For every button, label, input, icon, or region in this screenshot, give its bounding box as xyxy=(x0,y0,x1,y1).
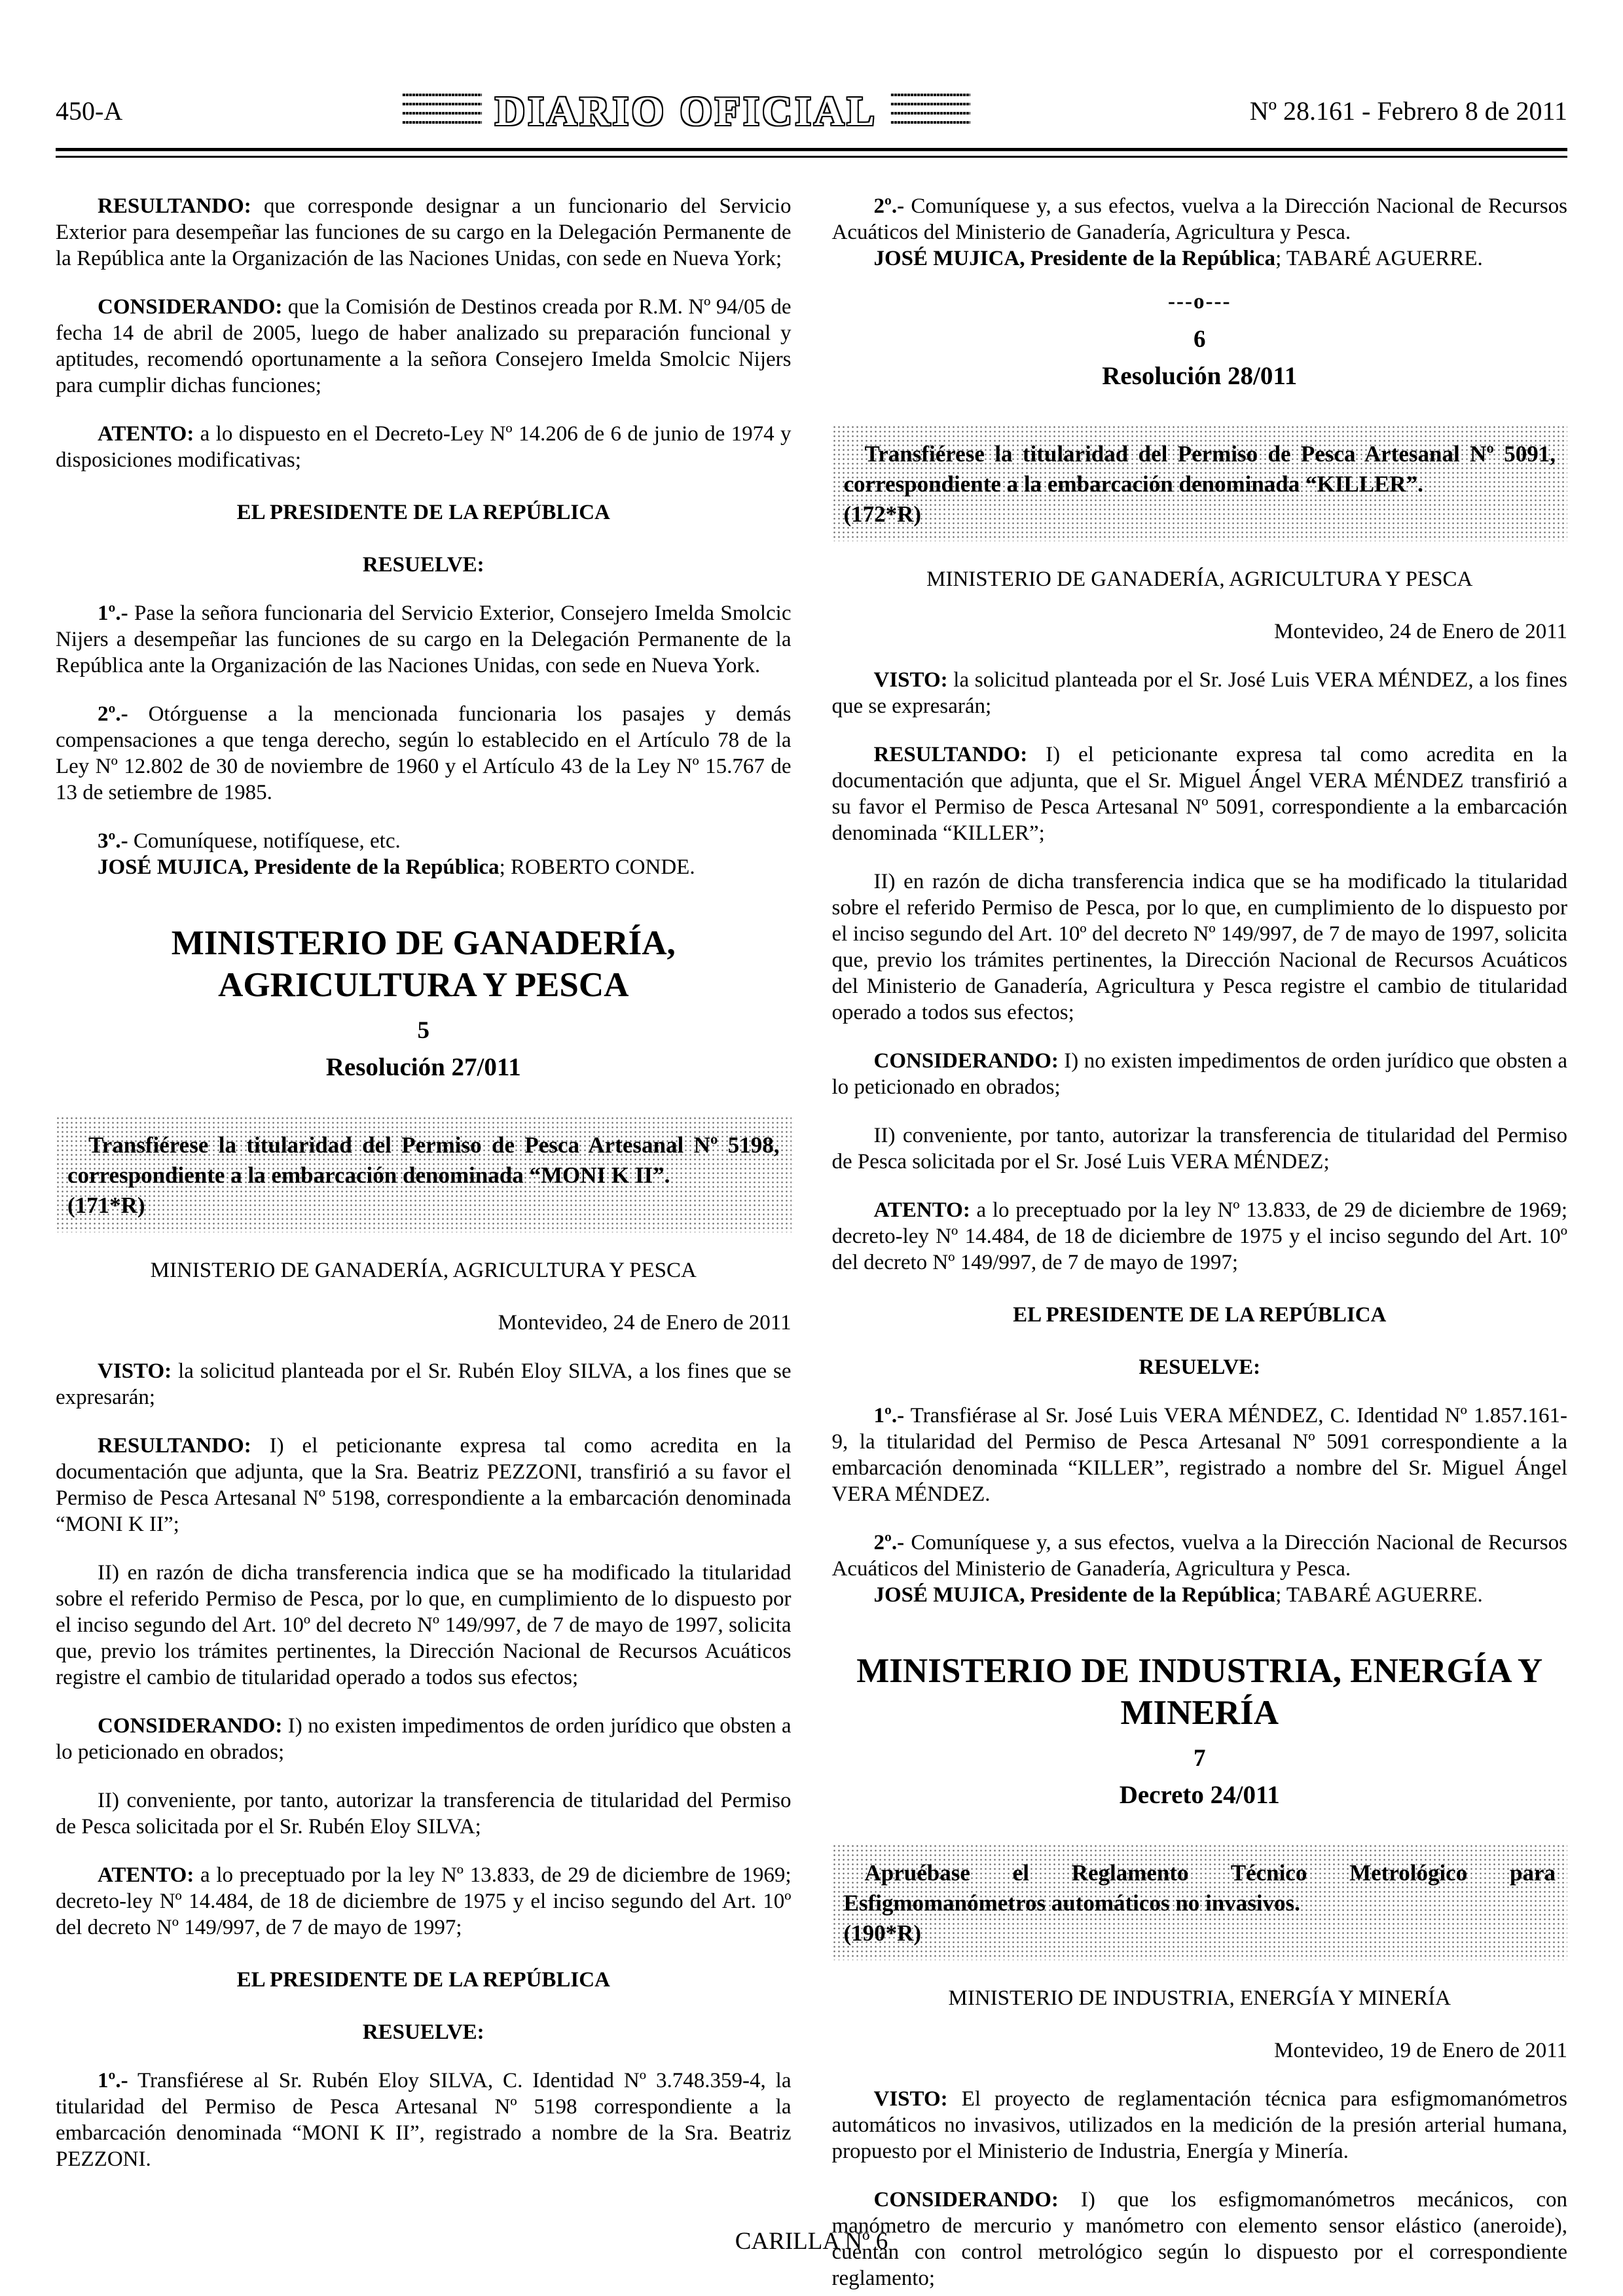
paragraph xyxy=(832,1403,1568,1507)
signature-line xyxy=(832,1582,1568,1608)
shaded-notice xyxy=(832,425,1568,541)
notice-text: Transfiérese la titularidad del Permiso de Pesca Artesanal Nº 5198, correspondiente a la embarcación denominada “MONI K II”. xyxy=(67,1132,780,1188)
paragraph-lead: 1º.- xyxy=(98,2069,128,2092)
right-column xyxy=(832,171,1568,2291)
paragraph xyxy=(56,1433,792,1537)
paragraph-text: Transfiérese al Sr. Rubén Eloy SILVA, C. Identidad Nº 3.748.359-4, la titularidad del Permiso de Pesca Artesanal Nº 5198 correspondiente a la embarcación denominada “MONI K II”, registrado a nombre de la Sra. Beatriz PEZZONI. xyxy=(56,2069,792,2171)
paragraph-text: Comuníquese, notifíquese, etc. xyxy=(128,829,401,853)
date-line: Montevideo, 24 de Enero de 2011 xyxy=(498,1311,792,1335)
paragraph xyxy=(56,1358,792,1410)
signature-line xyxy=(56,854,792,880)
paragraph-lead: 1º.- xyxy=(873,1404,905,1427)
issue-date-label: Nº 28.161 - Febrero 8 de 2011 xyxy=(1249,96,1567,126)
hatch-lines-icon xyxy=(402,94,482,129)
paragraph-text: que corresponde designar a un funcionario del Servicio Exterior para desempeñar las funciones de su cargo en la Delegación Permanente de la República ante la Organización de las Naciones Unidas, con sede en Nueva York; xyxy=(56,194,792,270)
paragraph xyxy=(832,1122,1568,1175)
left-column xyxy=(56,171,792,2291)
paragraph-text: Comuníquese y, a sus efectos, vuelva a la Dirección Nacional de Recursos Acuáticos del Ministerio de Ganadería, Agricultura y Pesca. xyxy=(831,194,1567,244)
paragraph xyxy=(56,1713,792,1765)
paragraph-text: I) que los esfigmomanómetros mecánicos, con manómetro de mercurio y manómetro con elemento sensor elástico (aneroide), cuentan con control metrológico según lo dispuesto por el correspondiente reglamento; xyxy=(831,2188,1567,2290)
page-number-label: 450-A xyxy=(56,96,123,126)
paragraph xyxy=(832,2086,1568,2164)
masthead-title: DIARIO OFICIAL xyxy=(494,88,877,134)
paragraph-text: ; TABARÉ AGUERRE. xyxy=(1275,247,1483,270)
paragraph-text: que la Comisión de Destinos creada por R.M. Nº 94/05 de fecha 14 de abril de 2005, luego de haber analizado su preparación funcional y aptitudes, recomendó oportunamente a la señora Consejero Imelda Smolcic Nijers para cumplir dichas funciones; xyxy=(56,295,792,397)
paragraph-lead: RESULTANDO: xyxy=(873,743,1028,766)
paragraph xyxy=(832,193,1568,245)
paragraph-lead: ATENTO: xyxy=(98,1863,194,1887)
paragraph-text: I) el peticionante expresa tal como acredita en la documentación que adjunta, que la Sra. Beatriz PEZZONI, transfirió a su favor el Permiso de Pesca Artesanal Nº 5198, correspondiente a la embarcación denominada “MONI K II”; xyxy=(56,1434,792,1536)
paragraph-text: I) el peticionante expresa tal como acredita en la documentación que adjunta, que el Sr. Miguel Ángel VERA MÉNDEZ transfirió a su favor el Permiso de Pesca Artesanal Nº 5091, correspondiente a la embarcación denominada “KILLER”; xyxy=(831,743,1567,845)
paragraph xyxy=(56,421,792,473)
page-header xyxy=(56,84,1567,139)
separator: ---o--- xyxy=(1168,290,1231,314)
paragraph-lead: VISTO: xyxy=(873,2087,948,2111)
item-number: 6 xyxy=(1194,326,1206,353)
paragraph xyxy=(832,1048,1568,1100)
center-bold: EL PRESIDENTE DE LA REPÚBLICA xyxy=(236,1968,610,1992)
paragraph-text: la solicitud planteada por el Sr. José Luis VERA MÉNDEZ, a los fines que se expresarán; xyxy=(831,668,1567,718)
paragraph-lead: JOSÉ MUJICA, Presidente de la República xyxy=(98,855,500,879)
paragraph-text: II) en razón de dicha transferencia indica que se ha modificado la titularidad sobre el referido Permiso de Pesca, por lo que, en cumplimiento de lo dispuesto por el inciso segundo del Art. 10º del decreto Nº 149/997, de 7 de mayo de 1997, solicita que, previo los trámites pertinentes, la Dirección Nacional de Recursos Acuáticos registre el cambio de titularidad operado a todos sus efectos; xyxy=(56,1561,792,1689)
shaded-notice xyxy=(56,1116,792,1232)
article-columns xyxy=(56,171,1567,2291)
paragraph-lead: RESULTANDO: xyxy=(98,1434,251,1458)
paragraph xyxy=(56,193,792,272)
paragraph xyxy=(56,701,792,806)
notice-ref: (190*R) xyxy=(843,1920,922,1946)
notice-text: Apruébase el Reglamento Técnico Metrológico para Esfigmomanómetros automáticos no invasivos. xyxy=(843,1860,1556,1916)
paragraph-text: Pase la señora funcionaria del Servicio Exterior, Consejero Imelda Smolcic Nijers a desempeñar las funciones de su cargo en la Delegación Permanente de la República ante la Organización de las Naciones Unidas, con sede en Nueva York. xyxy=(56,601,792,677)
paragraph xyxy=(832,667,1568,719)
paragraph xyxy=(832,1197,1568,1276)
paragraph-text: El proyecto de reglamentación técnica para esfigmomanómetros automáticos no invasivos, utilizados en la medición de la presión arterial humana, propuesto por el Ministerio de Industria, Energía y Minería. xyxy=(831,2087,1567,2163)
item-subtitle: Decreto 24/011 xyxy=(1119,1781,1280,1809)
paragraph xyxy=(56,828,792,854)
paragraph-lead: 2º.- xyxy=(98,702,128,726)
paragraph-text: II) en razón de dicha transferencia indica que se ha modificado la titularidad sobre el referido Permiso de Pesca, por lo que, en cumplimiento de lo dispuesto por el inciso segundo del Art. 10º del decreto Nº 149/997, de 7 de mayo de 1997, solicita que, previo los trámites pertinentes, la Dirección Nacional de Recursos Acuáticos del Ministerio de Ganadería, Agricultura y Pesca registre el cambio de titularidad operado a todos sus efectos; xyxy=(831,870,1567,1024)
center-line: MINISTERIO DE GANADERÍA, AGRICULTURA Y PESCA xyxy=(150,1259,697,1282)
paragraph-text: la solicitud planteada por el Sr. Rubén Eloy SILVA, a los fines que se expresarán; xyxy=(56,1359,792,1409)
notice-text: Transfiérese la titularidad del Permiso de Pesca Artesanal Nº 5091, correspondiente a la embarcación denominada “KILLER”. xyxy=(843,441,1556,497)
masthead xyxy=(402,90,970,132)
date-line: Montevideo, 19 de Enero de 2011 xyxy=(1274,2039,1567,2062)
notice-ref: (171*R) xyxy=(67,1193,145,1218)
hatch-lines-icon xyxy=(890,94,970,129)
page-footer-label: CARILLA Nº 6 xyxy=(735,2228,888,2255)
notice-ref: (172*R) xyxy=(843,501,922,527)
paragraph xyxy=(56,1862,792,1941)
paragraph xyxy=(56,600,792,679)
center-line: MINISTERIO DE GANADERÍA, AGRICULTURA Y PESCA xyxy=(926,567,1473,591)
center-bold: RESUELVE: xyxy=(1139,1355,1261,1379)
paragraph-lead: JOSÉ MUJICA, Presidente de la República xyxy=(873,1583,1276,1607)
paragraph-text: a lo dispuesto en el Decreto-Ley Nº 14.206 de 6 de junio de 1974 y disposiciones modificativas; xyxy=(56,422,792,472)
item-subtitle: Resolución 28/011 xyxy=(1102,362,1298,390)
paragraph xyxy=(832,869,1568,1026)
paragraph-text: Transfiérase al Sr. José Luis VERA MÉNDEZ, C. Identidad Nº 1.857.161-9, la titularidad del Permiso de Pesca Artesanal Nº 5091 correspondiente a la embarcación denominada “KILLER”, registrado a nombre del Sr. Miguel Ángel VERA MÉNDEZ. xyxy=(831,1404,1567,1506)
signature-line xyxy=(832,245,1568,272)
paragraph xyxy=(832,742,1568,846)
paragraph-lead: CONSIDERANDO: xyxy=(873,1049,1059,1073)
paragraph-lead: CONSIDERANDO: xyxy=(873,2188,1059,2212)
paragraph xyxy=(56,1560,792,1691)
date-line: Montevideo, 24 de Enero de 2011 xyxy=(1274,620,1567,643)
paragraph-lead: JOSÉ MUJICA, Presidente de la República xyxy=(873,247,1276,270)
paragraph-lead: VISTO: xyxy=(873,668,948,692)
paragraph xyxy=(56,294,792,399)
paragraph-text: a lo preceptuado por la ley Nº 13.833, de 29 de diciembre de 1969; decreto-ley Nº 14.484, de 18 de diciembre de 1975 y el inciso segundo del Art. 10º del decreto Nº 149/997, de 7 de mayo de 1997; xyxy=(56,1863,792,1939)
paragraph-lead: RESULTANDO: xyxy=(98,194,251,218)
paragraph-lead: CONSIDERANDO: xyxy=(98,1714,283,1738)
paragraph-lead: 2º.- xyxy=(873,194,905,218)
center-bold: RESUELVE: xyxy=(362,553,484,577)
paragraph xyxy=(832,1530,1568,1582)
paragraph-lead: 3º.- xyxy=(98,829,128,853)
shaded-notice xyxy=(832,1844,1568,1960)
paragraph xyxy=(56,2068,792,2172)
paragraph-text: ; TABARÉ AGUERRE. xyxy=(1275,1583,1483,1607)
header-divider xyxy=(56,148,1567,158)
center-bold: RESUELVE: xyxy=(362,2020,484,2044)
item-number: 7 xyxy=(1194,1745,1206,1772)
paragraph-lead: CONSIDERANDO: xyxy=(98,295,283,319)
section-heading: MINISTERIO DE GANADERÍA, AGRICULTURA Y PESCA xyxy=(171,924,676,1004)
paragraph xyxy=(56,1787,792,1840)
center-bold: EL PRESIDENTE DE LA REPÚBLICA xyxy=(1013,1303,1387,1327)
center-line: MINISTERIO DE INDUSTRIA, ENERGÍA Y MINERÍA xyxy=(948,1986,1451,2010)
paragraph-text: I) no existen impedimentos de orden jurídico que obsten a lo peticionado en obrados; xyxy=(831,1049,1567,1099)
paragraph-text: II) conveniente, por tanto, autorizar la transferencia de titularidad del Permiso de Pesca solicitada por el Sr. José Luis VERA MÉNDEZ; xyxy=(831,1124,1567,1174)
paragraph-lead: ATENTO: xyxy=(98,422,194,446)
paragraph-lead: VISTO: xyxy=(98,1359,172,1383)
paragraph-text: II) conveniente, por tanto, autorizar la transferencia de titularidad del Permiso de Pesca solicitada por el Sr. Rubén Eloy SILVA; xyxy=(56,1789,792,1839)
item-number: 5 xyxy=(417,1017,429,1044)
paragraph-text: I) no existen impedimentos de orden jurídico que obsten a lo peticionado en obrados; xyxy=(56,1714,792,1764)
paragraph-lead: 2º.- xyxy=(873,1531,905,1554)
paragraph-lead: ATENTO: xyxy=(873,1198,970,1222)
paragraph-text: Otórguense a la mencionada funcionaria los pasajes y demás compensaciones a que tenga derecho, según lo establecido en el Artículo 78 de la Ley Nº 12.802 de 30 de noviembre de 1960 y el Artículo 43 de la Ley Nº 15.767 de 13 de setiembre de 1985. xyxy=(56,702,792,804)
section-heading: MINISTERIO DE INDUSTRIA, ENERGÍA Y MINERÍA xyxy=(856,1652,1543,1732)
paragraph-text: Comuníquese y, a sus efectos, vuelva a la Dirección Nacional de Recursos Acuáticos del Ministerio de Ganadería, Agricultura y Pesca. xyxy=(831,1531,1567,1581)
paragraph-lead: 1º.- xyxy=(98,601,128,625)
paragraph-text: ; ROBERTO CONDE. xyxy=(499,855,695,879)
item-subtitle: Resolución 27/011 xyxy=(325,1053,521,1081)
paragraph-text: a lo preceptuado por la ley Nº 13.833, de 29 de diciembre de 1969; decreto-ley Nº 14.484, de 18 de diciembre de 1975 y el inciso segundo del Art. 10º del decreto Nº 149/997, de 7 de mayo de 1997; xyxy=(831,1198,1567,1274)
center-bold: EL PRESIDENTE DE LA REPÚBLICA xyxy=(236,501,610,524)
